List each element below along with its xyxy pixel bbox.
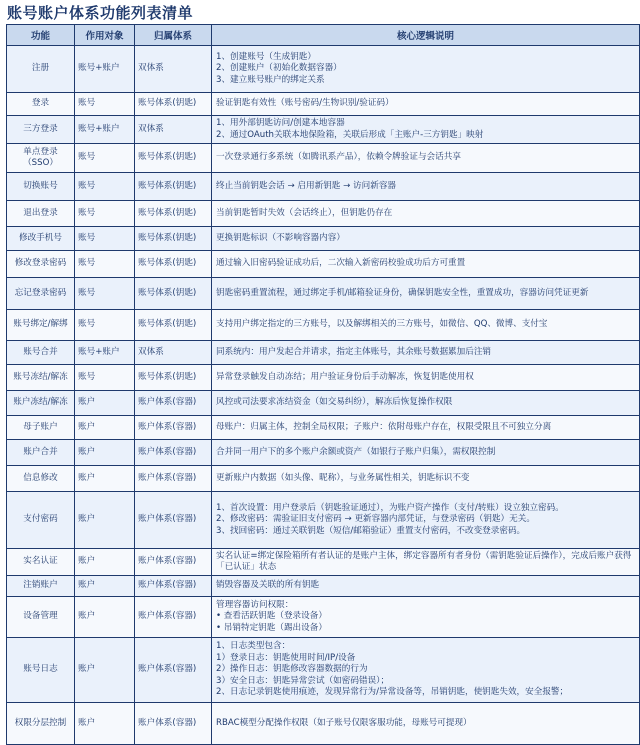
- table-row: [7, 365, 640, 391]
- cell-system: 账号体系(钥匙): [135, 144, 212, 173]
- cell-system: 账户体系(容器): [135, 576, 212, 597]
- cell-function: 三方登录: [7, 116, 75, 144]
- table-row: [7, 93, 640, 116]
- cell-description: 1、创建账号（生成钥匙） 2、创建账户（初始化数据容器） 3、建立账号账户的绑定关系: [212, 46, 640, 93]
- cell-target: 账号: [75, 144, 135, 173]
- header-target: 作用对象: [75, 25, 135, 46]
- cell-system: 双体系: [135, 341, 212, 365]
- table-header-row: [7, 25, 640, 46]
- cell-target: 账号+账户: [75, 341, 135, 365]
- cell-function: 账号冻结/解冻: [7, 365, 75, 391]
- cell-description: 更新账户内数据（如头像、昵称），与业务属性相关，钥匙标识不变: [212, 466, 640, 492]
- cell-target: 账户: [75, 549, 135, 576]
- cell-description: 同系统内：用户发起合并请求，指定主体账号，其余账号数据累加后注销: [212, 341, 640, 365]
- header-system: 归属体系: [135, 25, 212, 46]
- table-row: [7, 597, 640, 638]
- cell-target: 账户: [75, 597, 135, 638]
- cell-function: 权限分层控制: [7, 703, 75, 745]
- cell-target: 账号: [75, 93, 135, 116]
- table-row: [7, 310, 640, 341]
- cell-system: 账户体系(容器): [135, 549, 212, 576]
- cell-system: 账号体系(钥匙): [135, 201, 212, 227]
- cell-description: 异常登录触发自动冻结；用户验证身份后手动解冻，恢复钥匙使用权: [212, 365, 640, 391]
- cell-system: 账户体系(容器): [135, 492, 212, 549]
- cell-system: 账户体系(容器): [135, 466, 212, 492]
- table-row: [7, 251, 640, 278]
- cell-description: 风控或司法要求冻结资金（如交易纠纷），解冻后恢复操作权限: [212, 391, 640, 416]
- cell-target: 账户: [75, 492, 135, 549]
- cell-target: 账户: [75, 703, 135, 745]
- cell-function: 登录: [7, 93, 75, 116]
- cell-function: 信息修改: [7, 466, 75, 492]
- cell-description: 通过输入旧密码验证成功后，二次输入新密码校验成功后方可重置: [212, 251, 640, 278]
- table-row: [7, 638, 640, 703]
- cell-system: 账号体系(钥匙): [135, 278, 212, 310]
- cell-target: 账号+账户: [75, 46, 135, 93]
- cell-function: 支付密码: [7, 492, 75, 549]
- cell-description: 一次登录通行多系统（如腾讯系产品），依赖令牌验证与会话共享: [212, 144, 640, 173]
- cell-system: 账号体系(钥匙): [135, 365, 212, 391]
- cell-target: 账号: [75, 365, 135, 391]
- page-title: 账号账户体系功能列表清单: [7, 4, 194, 22]
- cell-target: 账号: [75, 173, 135, 201]
- cell-system: 账号体系(钥匙): [135, 310, 212, 341]
- cell-description: 1、用外部钥匙访问/创建本地容器 2、通过OAuth关联本地保险箱，关联后形成「主账户-三方钥匙」映射: [212, 116, 640, 144]
- table-row: [7, 576, 640, 597]
- feature-table: [6, 24, 640, 745]
- cell-system: 账户体系(容器): [135, 638, 212, 703]
- cell-target: 账号: [75, 310, 135, 341]
- cell-description: 钥匙密码重置流程，通过绑定手机/邮箱验证身份，确保钥匙安全性，重置成功，容器访问凭证更新: [212, 278, 640, 310]
- cell-system: 账号体系(钥匙): [135, 251, 212, 278]
- cell-target: 账号: [75, 251, 135, 278]
- cell-system: 账户体系(容器): [135, 416, 212, 440]
- cell-function: 账号日志: [7, 638, 75, 703]
- cell-function: 修改手机号: [7, 227, 75, 251]
- cell-description: 合并同一用户下的多个账户余额或资产（如银行子账户归集），需权限控制: [212, 440, 640, 466]
- table-row: [7, 144, 640, 173]
- cell-function: 注销账户: [7, 576, 75, 597]
- cell-function: 账户冻结/解冻: [7, 391, 75, 416]
- cell-system: 账户体系(容器): [135, 703, 212, 745]
- cell-description: 1、首次设置：用户登录后（钥匙验证通过），为账户资产操作（支付/转账）设立独立密码。 2、修改密码：需验证旧支付密码 → 更新容器内部凭证，与登录密码（钥匙）无关。 3、找回密码：通过关联钥匙（短信/邮箱验证）重置支付密码，不改变登录密码。: [212, 492, 640, 549]
- cell-description: 当前钥匙暂时失效（会话终止），但钥匙仍存在: [212, 201, 640, 227]
- cell-target: 账户: [75, 576, 135, 597]
- cell-target: 账户: [75, 638, 135, 703]
- cell-description: RBAC模型分配操作权限（如子账号仅限客服功能，母账号可提现）: [212, 703, 640, 745]
- cell-function: 实名认证: [7, 549, 75, 576]
- cell-system: 账户体系(容器): [135, 597, 212, 638]
- cell-system: 账号体系(钥匙): [135, 173, 212, 201]
- cell-system: 账号体系(钥匙): [135, 93, 212, 116]
- table-row: [7, 440, 640, 466]
- cell-system: 账户体系(容器): [135, 440, 212, 466]
- cell-target: 账号: [75, 278, 135, 310]
- cell-function: 账号绑定/解绑: [7, 310, 75, 341]
- cell-description: 1、日志类型包含： 1）登录日志：钥匙使用时间/IP/设备 2）操作日志：钥匙修改容器数据的行为 3）安全日志：钥匙异常尝试（如密码错误）； 2、日志记录钥匙使用痕迹，发现异常行为/异常设备等，吊销钥匙，使钥匙失效，安全报警；: [212, 638, 640, 703]
- cell-system: 双体系: [135, 46, 212, 93]
- cell-description: 销毁容器及关联的所有钥匙: [212, 576, 640, 597]
- table-row: [7, 46, 640, 93]
- header-description: 核心逻辑说明: [212, 25, 640, 46]
- table-row: [7, 416, 640, 440]
- cell-system: 账号体系(钥匙): [135, 227, 212, 251]
- table-row: [7, 492, 640, 549]
- cell-description: 支持用户绑定指定的三方账号，以及解绑相关的三方账号，如微信、QQ、微博、支付宝: [212, 310, 640, 341]
- cell-function: 注册: [7, 46, 75, 93]
- cell-target: 账户: [75, 416, 135, 440]
- cell-description: 实名认证=绑定保险箱所有者认证的是账户主体，绑定容器所有者身份（需钥匙验证后操作），完成后账户获得「已认证」状态: [212, 549, 640, 576]
- table-row: [7, 173, 640, 201]
- cell-target: 账户: [75, 440, 135, 466]
- cell-function: 修改登录密码: [7, 251, 75, 278]
- cell-description: 管理容器访问权限： • 查看活跃钥匙（登录设备） • 吊销特定钥匙（踢出设备）: [212, 597, 640, 638]
- cell-target: 账号: [75, 201, 135, 227]
- table-row: [7, 227, 640, 251]
- cell-description: 更换钥匙标识（不影响容器内容）: [212, 227, 640, 251]
- table-row: [7, 278, 640, 310]
- table-row: [7, 549, 640, 576]
- table-row: [7, 391, 640, 416]
- table-row: [7, 703, 640, 745]
- cell-function: 退出登录: [7, 201, 75, 227]
- cell-target: 账号: [75, 227, 135, 251]
- cell-function: 设备管理: [7, 597, 75, 638]
- cell-description: 母账户：归属主体，控制全局权限；子账户：依附母账户存在，权限受限且不可独立分离: [212, 416, 640, 440]
- cell-function: 母子账户: [7, 416, 75, 440]
- cell-function: 单点登录 （SSO）: [7, 144, 75, 173]
- cell-system: 双体系: [135, 116, 212, 144]
- table-row: [7, 341, 640, 365]
- table-row: [7, 116, 640, 144]
- cell-target: 账号+账户: [75, 116, 135, 144]
- cell-description: 验证钥匙有效性（账号密码/生物识别/验证码）: [212, 93, 640, 116]
- cell-function: 账号合并: [7, 341, 75, 365]
- cell-target: 账户: [75, 391, 135, 416]
- cell-function: 切换账号: [7, 173, 75, 201]
- table-row: [7, 201, 640, 227]
- cell-function: 忘记登录密码: [7, 278, 75, 310]
- cell-system: 账户体系(容器): [135, 391, 212, 416]
- header-function: 功能: [7, 25, 75, 46]
- cell-description: 终止当前钥匙会话 → 启用新钥匙 → 访问新容器: [212, 173, 640, 201]
- cell-target: 账户: [75, 466, 135, 492]
- cell-function: 账户合并: [7, 440, 75, 466]
- table-row: [7, 466, 640, 492]
